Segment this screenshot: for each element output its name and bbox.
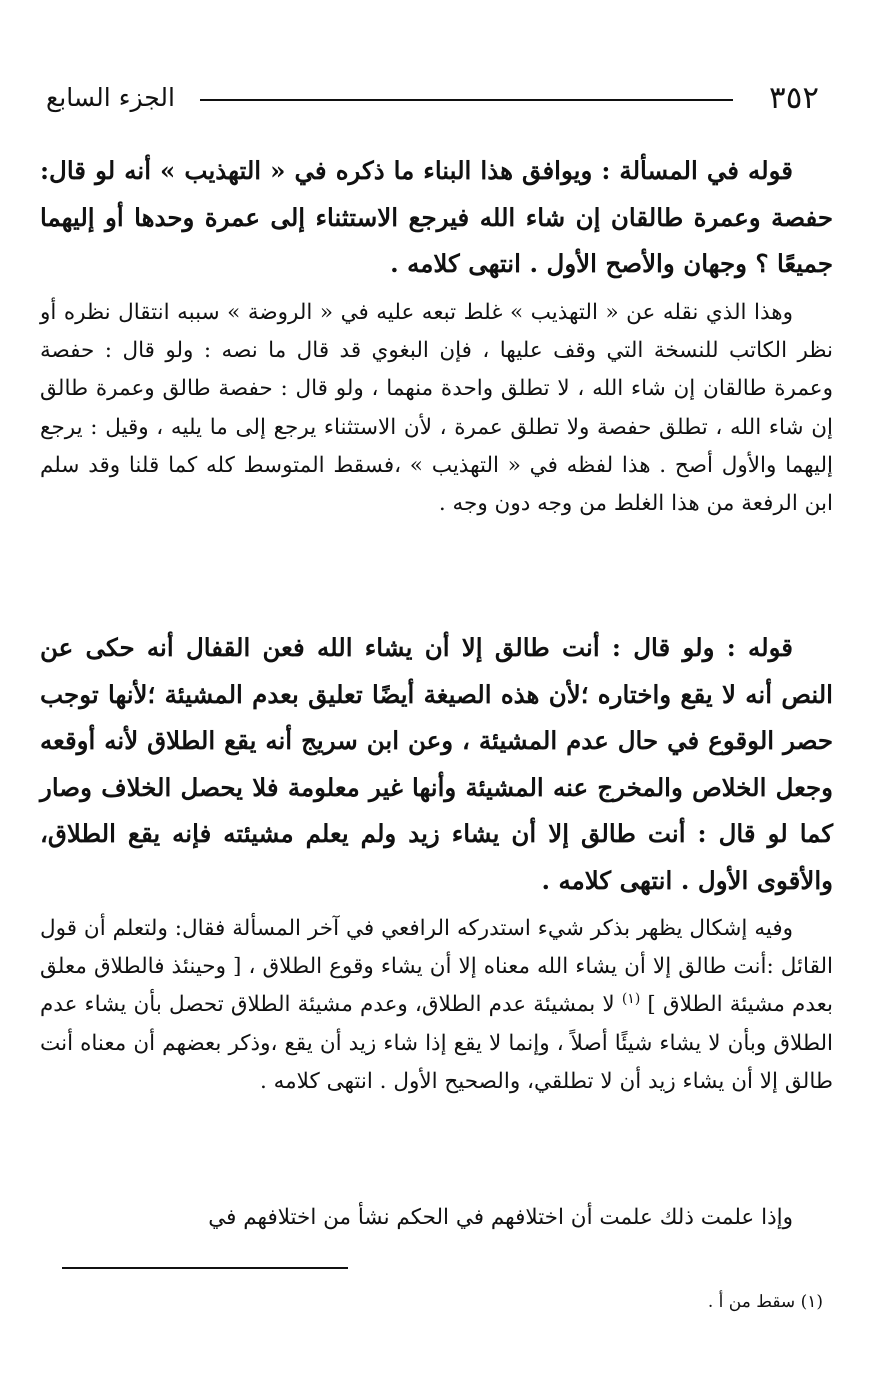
book-page: [40, 0, 833, 1391]
footnote-reference[interactable]: (١): [621, 991, 641, 1008]
paragraph-commentary-2: [40, 910, 833, 1101]
page-number: ٣٥٢: [769, 80, 819, 116]
volume-title: الجزء السابع: [46, 83, 175, 112]
paragraph-text-after-note: لا بمشيئة عدم الطلاق، وعدم مشيئة الطلاق تحصل بأن يشاء عدم الطلاق وبأن لا يشاء شيئًا أصلاً ، وإنما لا يقع إذا شاء زيد أن يقع ،وذكر بعضهم أن معناه أنت طالق إلا أن يشاء زيد أن لا تطلقي، والصحيح الأول . انتهى كلامه .: [40, 992, 833, 1094]
paragraph-commentary-3: وإذا علمت ذلك علمت أن اختلافهم في الحكم نشأ من اختلافهم في: [208, 1205, 793, 1230]
header-rule: [200, 99, 733, 101]
footnote: (١) سقط من أ .: [707, 1292, 823, 1312]
paragraph-commentary-1: وهذا الذي نقله عن « التهذيب » غلط تبعه عليه في « الروضة » سببه انتقال نظره أو نظر الكاتب للنسخة التي وقف عليها ، فإن البغوي قد قال ما نصه : ولو قال : حفصة وعمرة طالقان إن شاء الله ، لا تطلق واحدة منهما ، ولو قال : حفصة طالق وعمرة طالق إن شاء الله ، تطلق حفصة ولا تطلق عمرة ، لأن الاستثناء يرجع إلى ما يليه ، وقيل : يرجع إليهما والأول أصح . هذا لفظه في « التهذيب » ،فسقط المتوسط كله كما قلنا وقد سلم ابن الرفعة من هذا الغلط من وجه دون وجه .: [40, 300, 833, 517]
running-head: [40, 78, 833, 118]
paragraph-text-before-note: وفيه إشكال يظهر بذكر شيء استدركه الرافعي في آخر المسألة فقال: ولتعلم أن قول القائل :أنت طالق إلا أن يشاء الله معناه إلا أن يشاء وقوع الطلاق ، [ وحينئذ فالطلاق معلق بعدم مشيئة الطلاق ]: [40, 916, 833, 1018]
footnote-rule: [62, 1267, 348, 1269]
paragraph-quote-2: قوله : ولو قال : أنت طالق إلا أن يشاء الله فعن القفال أنه حكى عن النص أنه لا يقع واختاره ؛لأن هذه الصيغة أيضًا تعليق بعدم المشيئة ؛لأنها توجب حصر الوقوع في حال عدم المشيئة ، وعن ابن سريج أنه يقع الطلاق لأنه أوقعه وجعل الخلاص والمخرج عنه المشيئة وأنها غير معلومة فلا يحصل الخلاف وصار كما لو قال : أنت طالق إلا أن يشاء زيد ولم يعلم مشيئته فإنه يقع الطلاق، والأقوى الأول . انتهى كلامه .: [40, 633, 833, 895]
paragraph-quote-1: قوله في المسألة : ويوافق هذا البناء ما ذكره في « التهذيب » أنه لو قال: حفصة وعمرة طالقان إن شاء الله فيرجع الاستثناء إلى عمرة وحدها أو إليهما جميعًا ؟ وجهان والأصح الأول . انتهى كلامه .: [40, 156, 833, 278]
